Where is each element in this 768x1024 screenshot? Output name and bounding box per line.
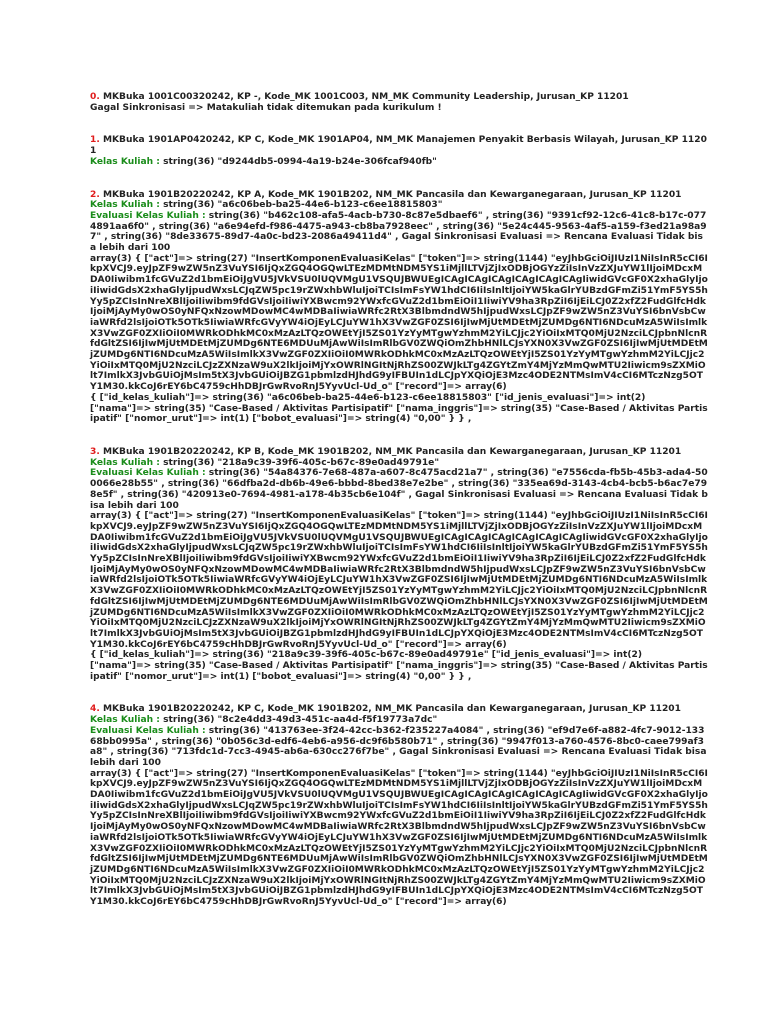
entry-line-text: Gagal Sinkronisasi => Matakuliah tidak ditemukan pada kurikulum ! <box>90 102 442 113</box>
request-dump: array(3) { ["act"]=> string(27) "InsertKomponenEvaluasiKelas" ["token"]=> string(1144) "eyJhbGciOiJIUzI1NiIsInR5cCI6IkpXVCJ9.eyJpZF9wZW5nZ3VuYSI6IjQxZGQ4OGQwLTEzMDMtNDM5YS1iMjllLTVjZjIxODBjOGYzZiIsInVzZXJuYW1lIjoiMDcxMDA0Iiwibm1fcGVuZ2d1bmEiOiJgVU5JVkVSU0lUQVMgU1VSQUJBWUEgICAgICAgICAgICAgICAgICAgIiwidGVcGF0X2xhaGlyIjoiIiwidGdsX2xhaGlyIjpudWxsLCJqZW5pc19rZWxhbWluIjoiTCIsImFsYW1hdCI6IiIsInltIjoiYW5kaGlrYUBzdGFmZi51YmF5YS5hYy5pZCIsInNreXBlIjoiIiwibm9fdGVsIjoiIiwiYXBwcm92YWxfcGVuZ2d1bmEiOiI1IiwiYV9ha3RpZiI6IjEiLCJ0Z2xfZ2FudGlfcHdkIjoiMjAyMy0wOS0yNFQxNzowMDowMC4wMDBaIiwiaWRfc2RtX3BlbmdndW5hIjpudWxsLCJpZF9wZW5nZ3VuYSI6bnVsbCwiaWRfd2lsIjoiOTk5OTk5IiwiaWRfcGVyYW4iOjEyLCJuYW1hX3VwZGF0ZSI6IjIwMjUtMDEtMjZUMDg6NTI6NDcuMzA5WiIsImlkX3VwZGF0ZXIiOiI0MWRkODhkMC0xMzAzLTQzOWEtYjI5ZS01YzYyMTgwYzhmM2YiLCJjc2YiOiIxMTQ0MjU2NzciLCJpbnNlcnRfdGltZSI6IjIwMjUtMDEtMjZUMDg6NTE6MDUuMjAwWiIsImRlbGV0ZWQiOmZhbHNlLCJsYXN0X3VwZGF0ZSI6IjIwMjUtMDEtMjZUMDg6NTI6NDcuMzA5WiIsImlkX3VwZGF0ZXIiOiI0MWRkODhkMC0xMzAzLTQzOWEtYjI5ZS01YzYyMTgwYzhmM2YiLCJjc2YiOiIxMTQ0MjU2NzciLCJzZXNzaW9uX2lkIjoiMjYxOWRlNGItNjRhZS00ZWJkLTg4ZGYtZmY4MjYzMmQwMTU2Iiwicm9sZXMiOlt7ImlkX3JvbGUiOjMsIm5tX3JvbGUiOiJBZG1pbmlzdHJhdG9yIFBUIn1dLCJpYXQiOjE3Mzc4ODE2NTMsImV4cCI6MTczNzg5OTY1M30.kkCoJ6rEY6bC4759cHhDBJrGwRvoRnJ5YyvUcl-Ud_o" ["record"]=> array(6) <box>90 511 708 650</box>
entry-header <box>90 704 708 715</box>
kelas-kuliah-line <box>90 715 708 726</box>
evaluasi-kelas-line <box>90 726 708 769</box>
kelas-kuliah-line <box>90 200 708 211</box>
entry-header-text: MKBuka 1901B20220242, KP C, Kode_MK 1901B202, NM_MK Pancasila dan Kewarganegaraan, Jurusan_KP 11201 <box>99 704 681 715</box>
kelas-kuliah-line <box>90 157 708 168</box>
entry-index: 3. <box>90 446 100 457</box>
entry-index: 2. <box>90 189 100 200</box>
evaluasi-kelas-label: Evaluasi Kelas Kuliah : <box>90 210 206 221</box>
entry-index: 1. <box>90 135 100 146</box>
log-entry-4 <box>90 704 708 907</box>
evaluasi-kelas-label: Evaluasi Kelas Kuliah : <box>90 725 206 736</box>
kelas-kuliah-label: Kelas Kuliah : <box>90 156 160 167</box>
kelas-kuliah-value: string(36) "8c2e4dd3-49d3-451c-aa4d-f5f19773a7dc" <box>159 715 438 726</box>
record-line: ["nama"]=> string(35) "Case-Based / Aktivitas Partisipatif" ["nama_inggris"]=> string(35) "Case-Based / Aktivitas Partisipatif" ["nomor_urut"]=> int(1) ["bobot_evaluasi"]=> string(4) "0,00" } } , <box>90 403 708 425</box>
entry-header-text: MKBuka 1001C00320242, KP -, Kode_MK 1001C003, NM_MK Community Leadership, Jurusan_KP 11201 <box>99 92 629 102</box>
evaluasi-kelas-line <box>90 468 708 511</box>
kelas-kuliah-line <box>90 458 708 469</box>
entry-header <box>90 447 708 458</box>
entry-header <box>90 190 708 201</box>
entry-header <box>90 92 708 103</box>
entry-header-text: MKBuka 1901B20220242, KP B, Kode_MK 1901B202, NM_MK Pancasila dan Kewarganegaraan, Jurusan_KP 11201 <box>99 446 682 457</box>
evaluasi-kelas-value: string(36) "b462c108-afa5-4acb-b730-8c87e5dbaef6" , string(36) "9391cf92-12c6-41c8-b17c-0774891aa6f0" , string(36) "a6e94efd-f986-4475-a943-cb8ba7928eec" , string(36) "5e24c445-9563-4af5-a159-f3ed21a98a97" , string(36) "8de33675-89d7-4a0c-bd23-2086a49411d4" , Gagal Sinkronisasi Evaluasi => Rencana Evaluasi Tidak bisa lebih dari 100 <box>90 210 707 254</box>
record-line: { ["id_kelas_kuliah"]=> string(36) "a6c06beb-ba25-44e6-b123-c6ee18815803" ["id_jenis_evaluasi"]=> int(2) <box>90 392 646 403</box>
entry-index: 4. <box>90 704 100 715</box>
record-line: { ["id_kelas_kuliah"]=> string(36) "218a9c39-39f6-405c-b67c-89e0ad49791e" ["id_jenis_evaluasi"]=> int(2) <box>90 650 643 661</box>
entry-header-text: MKBuka 1901AP0420242, KP C, Kode_MK 1901AP04, NM_MK Manajemen Penyakit Berbasis Wilayah, Jurusan_KP 11201 <box>90 135 707 157</box>
entry-header <box>90 135 708 156</box>
log-entry-1 <box>90 135 708 167</box>
entry-header-text: MKBuka 1901B20220242, KP A, Kode_MK 1901B202, NM_MK Pancasila dan Kewarganegaraan, Jurusan_KP 11201 <box>99 189 682 200</box>
kelas-kuliah-label: Kelas Kuliah : <box>90 457 160 468</box>
kelas-kuliah-value: string(36) "a6c06beb-ba25-44e6-b123-c6ee18815803" <box>159 200 443 211</box>
sync-error-message <box>90 103 708 114</box>
request-dump: array(3) { ["act"]=> string(27) "InsertKomponenEvaluasiKelas" ["token"]=> string(1144) "eyJhbGciOiJIUzI1NiIsInR5cCI6IkpXVCJ9.eyJpZF9wZW5nZ3VuYSI6IjQxZGQ4OGQwLTEzMDMtNDM5YS1iMjllLTVjZjIxODBjOGYzZiIsInVzZXJuYW1lIjoiMDcxMDA0Iiwibm1fcGVuZ2d1bmEiOiJgVU5JVkVSU0lUQVMgU1VSQUJBWUEgICAgICAgICAgICAgICAgICAgIiwidGVcGF0X2xhaGlyIjoiIiwidGdsX2xhaGlyIjpudWxsLCJqZW5pc19rZWxhbWluIjoiTCIsImFsYW1hdCI6IiIsInltIjoiYW5kaGlrYUBzdGFmZi51YmF5YS5hYy5pZCIsInNreXBlIjoiIiwibm9fdGVsIjoiIiwiYXBwcm92YWxfcGVuZ2d1bmEiOiI1IiwiYV9ha3RpZiI6IjEiLCJ0Z2xfZ2FudGlfcHdkIjoiMjAyMy0wOS0yNFQxNzowMDowMC4wMDBaIiwiaWRfc2RtX3BlbmdndW5hIjpudWxsLCJpZF9wZW5nZ3VuYSI6bnVsbCwiaWRfd2lsIjoiOTk5OTk5IiwiaWRfcGVyYW4iOjEyLCJuYW1hX3VwZGF0ZSI6IjIwMjUtMDEtMjZUMDg6NTI6NDcuMzA5WiIsImlkX3VwZGF0ZXIiOiI0MWRkODhkMC0xMzAzLTQzOWEtYjI5ZS01YzYyMTgwYzhmM2YiLCJjc2YiOiIxMTQ0MjU2NzciLCJpbnNlcnRfdGltZSI6IjIwMjUtMDEtMjZUMDg6NTE6MDUuMjAwWiIsImRlbGV0ZWQiOmZhbHNlLCJsYXN0X3VwZGF0ZSI6IjIwMjUtMDEtMjZUMDg6NTI6NDcuMzA5WiIsImlkX3VwZGF0ZXIiOiI0MWRkODhkMC0xMzAzLTQzOWEtYjI5ZS01YzYyMTgwYzhmM2YiLCJjc2YiOiIxMTQ0MjU2NzciLCJzZXNzaW9uX2lkIjoiMjYxOWRlNGItNjRhZS00ZWJkLTg4ZGYtZmY4MjYzMmQwMTU2Iiwicm9sZXMiOlt7ImlkX3JvbGUiOjMsIm5tX3JvbGUiOiJBZG1pbmlzdHJhdG9yIFBUIn1dLCJpYXQiOjE3Mzc4ODE2NTMsImV4cCI6MTczNzg5OTY1M30.kkCoJ6rEY6bC4759cHhDBJrGwRvoRnJ5YyvUcl-Ud_o" ["record"]=> array(6) <box>90 768 708 908</box>
record-line: ["nama"]=> string(35) "Case-Based / Aktivitas Partisipatif" ["nama_inggris"]=> string(35) "Case-Based / Aktivitas Partisipatif" ["nomor_urut"]=> int(1) ["bobot_evaluasi"]=> string(4) "0,00" } } , <box>90 661 708 682</box>
entry-index: 0. <box>90 92 100 102</box>
evaluasi-kelas-value: string(36) "413763ee-3f24-42cc-b362-f235227a4084" , string(36) "ef9d7e6f-a882-4fc7-9012-13368bb0995a" , string(36) "0b056c3d-edf6-4eb6-a956-dc9f6b580b71" , string(36) "9947f013-a760-4576-8bc0-caee799af3a8" , string(36) "713fdc1d-7cc3-4945-ab6a-630cc276f7be" , Gagal Sinkronisasi Evaluasi => Rencana Evaluasi Tidak bisa lebih dari 100 <box>90 725 710 768</box>
log-entry-2 <box>90 190 708 425</box>
evaluasi-kelas-value: string(36) "54a84376-7e68-487a-a607-8c475acd21a7" , string(36) "e7556cda-fb5b-45b3-ada4-500066e28b55" , string(36) "66dfba2d-db6b-49e6-bbbd-8bed38e7e2be" , string(36) "335ea69d-3143-4cb4-bcb5-b6ac7e798e5f" , string(36) "420913e0-7694-4981-a178-4b35cb6e104f" , Gagal Sinkronisasi Evaluasi => Rencana Evaluasi Tidak bisa lebih dari 100 <box>90 468 708 511</box>
request-dump: array(3) { ["act"]=> string(27) "InsertKomponenEvaluasiKelas" ["token"]=> string(1144) "eyJhbGciOiJIUzI1NiIsInR5cCI6IkpXVCJ9.eyJpZF9wZW5nZ3VuYSI6IjQxZGQ4OGQwLTEzMDMtNDM5YS1iMjllLTVjZjIxODBjOGYzZiIsInVzZXJuYW1lIjoiMDcxMDA0Iiwibm1fcGVuZ2d1bmEiOiJgVU5JVkVSU0lUQVMgU1VSQUJBWUEgICAgICAgICAgICAgICAgICAgIiwidGVcGF0X2xhaGlyIjoiIiwidGdsX2xhaGlyIjpudWxsLCJqZW5pc19rZWxhbWluIjoiTCIsImFsYW1hdCI6IiIsInltIjoiYW5kaGlrYUBzdGFmZi51YmF5YS5hYy5pZCIsInNreXBlIjoiIiwibm9fdGVsIjoiIiwiYXBwcm92YWxfcGVuZ2d1bmEiOiI1IiwiYV9ha3RpZiI6IjEiLCJ0Z2xfZ2FudGlfcHdkIjoiMjAyMy0wOS0yNFQxNzowMDowMC4wMDBaIiwiaWRfc2RtX3BlbmdndW5hIjpudWxsLCJpZF9wZW5nZ3VuYSI6bnVsbCwiaWRfd2lsIjoiOTk5OTk5IiwiaWRfcGVyYW4iOjEyLCJuYW1hX3VwZGF0ZSI6IjIwMjUtMDEtMjZUMDg6NTI6NDcuMzA5WiIsImlkX3VwZGF0ZXIiOiI0MWRkODhkMC0xMzAzLTQzOWEtYjI5ZS01YzYyMTgwYzhmM2YiLCJjc2YiOiIxMTQ0MjU2NzciLCJpbnNlcnRfdGltZSI6IjIwMjUtMDEtMjZUMDg6NTE6MDUuMjAwWiIsImRlbGV0ZWQiOmZhbHNlLCJsYXN0X3VwZGF0ZSI6IjIwMjUtMDEtMjZUMDg6NTI6NDcuMzA5WiIsImlkX3VwZGF0ZXIiOiI0MWRkODhkMC0xMzAzLTQzOWEtYjI5ZS01YzYyMTgwYzhmM2YiLCJjc2YiOiIxMTQ0MjU2NzciLCJzZXNzaW9uX2lkIjoiMjYxOWRlNGItNjRhZS00ZWJkLTg4ZGYtZmY4MjYzMmQwMTU2Iiwicm9sZXMiOlt7ImlkX3JvbGUiOjMsIm5tX3JvbGUiOiJBZG1pbmlzdHJhdG9yIFBUIn1dLCJpYXQiOjE3Mzc4ODE2NTMsImV4cCI6MTczNzg5OTY1M30.kkCoJ6rEY6bC4759cHhDBJrGwRvoRnJ5YyvUcl-Ud_o" ["record"]=> array(6) <box>90 253 708 393</box>
kelas-kuliah-value: string(36) "218a9c39-39f6-405c-b67c-89e0ad49791e" <box>159 457 440 468</box>
kelas-kuliah-label: Kelas Kuliah : <box>90 200 160 211</box>
evaluasi-kelas-label: Evaluasi Kelas Kuliah : <box>90 468 206 479</box>
log-entry-3 <box>90 447 708 682</box>
evaluasi-kelas-line <box>90 211 708 254</box>
log-entry-0 <box>90 92 708 113</box>
kelas-kuliah-value: string(36) "d9244db5-0994-4a19-b24e-306fcaf940fb" <box>159 156 437 167</box>
kelas-kuliah-label: Kelas Kuliah : <box>90 715 160 726</box>
